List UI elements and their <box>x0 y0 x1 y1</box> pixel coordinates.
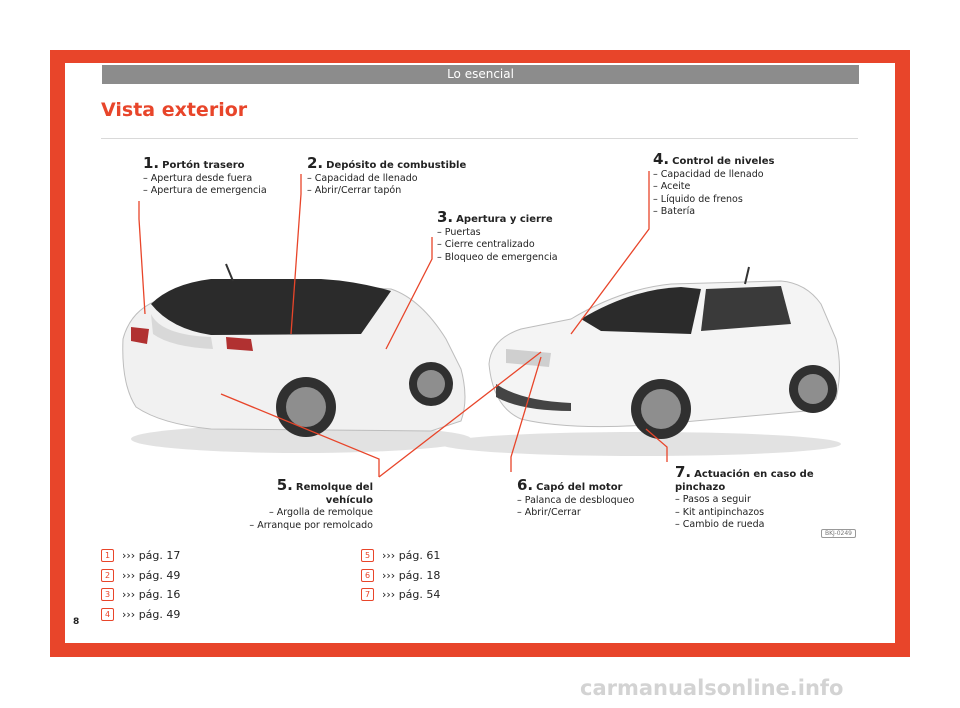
reference-item <box>101 585 180 605</box>
watermark: carmanualsonline.info <box>580 676 844 700</box>
ref-badge: 7 <box>361 588 374 601</box>
figure-code: BKJ-0249 <box>821 529 856 538</box>
reference-item <box>361 585 440 605</box>
reference-item <box>101 605 180 625</box>
ref-link[interactable]: ››› pág. 61 <box>382 549 441 563</box>
callout-4: 4. Control de niveles – Capacidad de llenado – Aceite – Líquido de frenos – Batería <box>653 150 775 217</box>
reference-item <box>101 546 180 566</box>
ref-badge: 3 <box>101 588 114 601</box>
ref-link[interactable]: ››› pág. 16 <box>122 588 181 602</box>
callout-7: 7. Actuación en caso de pinchazo – Pasos a seguir – Kit antipinchazos – Cambio de rueda <box>675 463 814 530</box>
front-car-image <box>489 267 840 439</box>
ref-badge: 4 <box>101 608 114 621</box>
reference-list-left <box>101 546 180 624</box>
reference-item <box>361 546 440 566</box>
ref-badge: 5 <box>361 549 374 562</box>
ref-link[interactable]: ››› pág. 18 <box>382 568 441 582</box>
ref-link[interactable]: ››› pág. 49 <box>122 568 181 582</box>
callout-6: 6. Capó del motor – Palanca de desbloqueo – Abrir/Cerrar <box>517 476 635 518</box>
ref-badge: 1 <box>101 549 114 562</box>
reference-item <box>101 566 180 586</box>
car-exterior-figure <box>101 138 858 541</box>
ref-badge: 6 <box>361 569 374 582</box>
ref-badge: 2 <box>101 569 114 582</box>
callout-5: 5. Remolque del vehículo – Argolla de remolque – Arranque por remolcado <box>249 476 373 531</box>
ref-link[interactable]: ››› pág. 17 <box>122 549 181 563</box>
page-number: 8 <box>73 617 80 627</box>
reference-list-right <box>361 546 440 605</box>
reference-item <box>361 566 440 586</box>
callout-3: 3. Apertura y cierre – Puertas – Cierre centralizado – Bloqueo de emergencia <box>437 208 558 263</box>
callout-2: 2. Depósito de combustible – Capacidad de llenado – Abrir/Cerrar tapón <box>307 154 467 196</box>
ref-link[interactable]: ››› pág. 49 <box>122 607 181 621</box>
page-title: Vista exterior <box>101 99 248 121</box>
section-header: Lo esencial <box>102 65 859 84</box>
callout-1: 1. Portón trasero – Apertura desde fuera – Apertura de emergencia <box>143 154 267 196</box>
ref-link[interactable]: ››› pág. 54 <box>382 588 441 602</box>
